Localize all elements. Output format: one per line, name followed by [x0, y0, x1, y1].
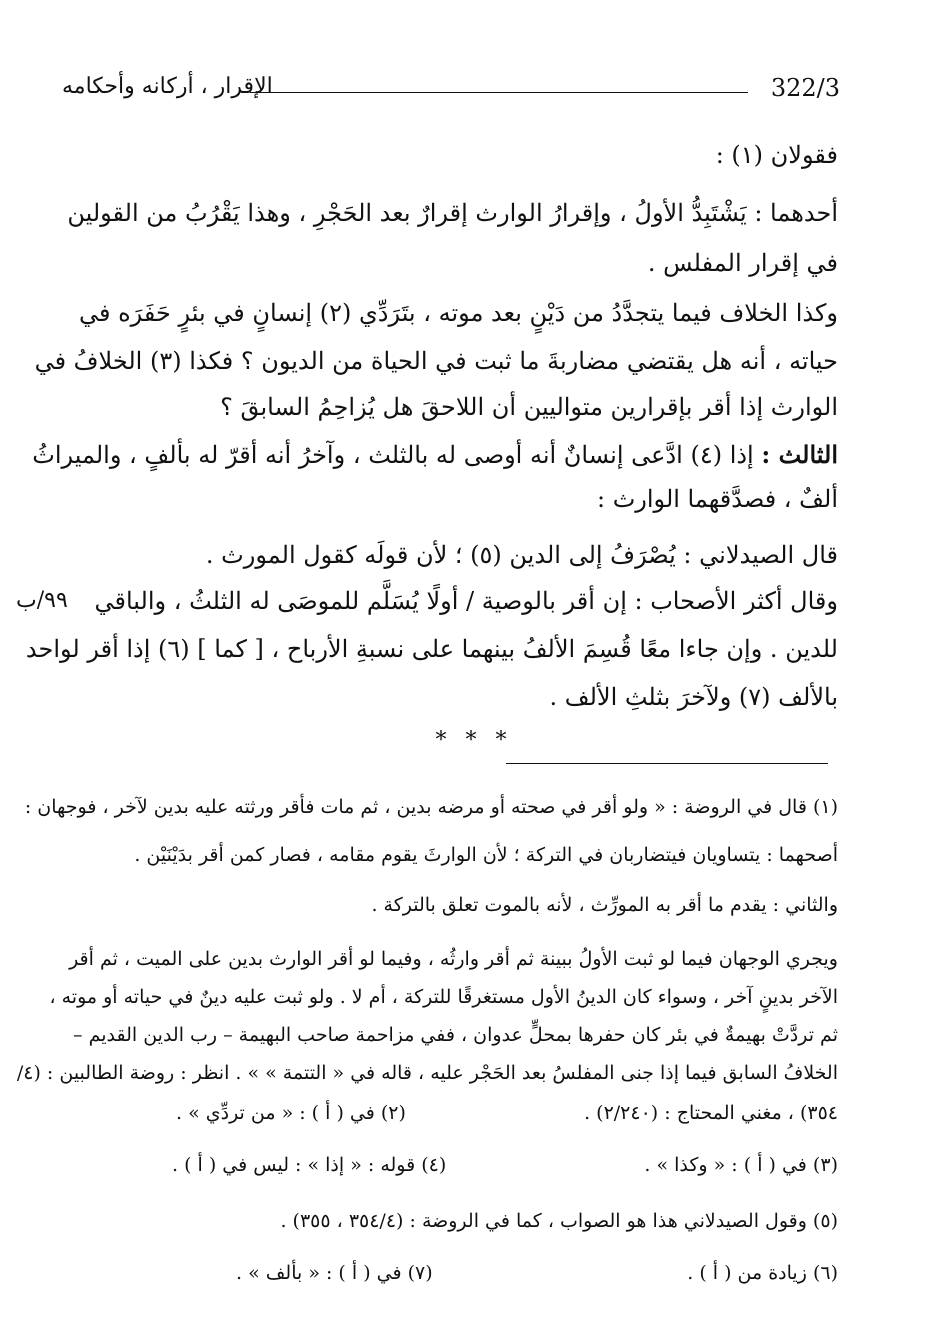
footnote-4: (٤) قوله : « إذا » : ليس في ( أ ) . — [172, 1154, 447, 1176]
text-line: بالألف (٧) ولآخرَ بثلثِ الألف . — [549, 683, 838, 711]
footnote-line: أصحهما : يتساويان فيتضاربان في التركة ؛ لأن الوارثَ يقوم مقامه ، فصار كمن أقر بدَيْنَيْن . — [134, 844, 838, 866]
text-line: للدين . وإن جاءا معًا قُسِمَ الألفُ بينهما على نسبةِ الأرباح ، [ كما ] (٦) إذا أقر لواحد — [25, 635, 838, 663]
section-separator: * * * — [435, 728, 513, 753]
footnote-row — [66, 1098, 838, 1128]
text-line: وقال أكثر الأصحاب : إن أقر بالوصية / أولًا يُسَلَّم للموصَى له الثلثُ ، والباقي — [94, 587, 838, 615]
text-line: وكذا الخلاف فيما يتجدَّدُ من دَيْنٍ بعد موته ، بتَرَدِّي (٢) إنسانٍ في بئرٍ حَفَرَه في — [78, 299, 838, 327]
text-line: قال الصيدلاني : يُصْرَفُ إلى الدين (٥) ؛ لأن قولَه كقول المورث . — [205, 541, 838, 569]
footnote-6: (٦) زيادة من ( أ ) . — [687, 1262, 838, 1284]
text-line: ألفٌ ، فصدَّقهما الوارث : — [596, 485, 838, 513]
text-line: الوارث إذا أقر بإقرارين متواليين أن اللاحقَ هل يُزاحِمُ السابقَ ؟ — [220, 393, 838, 421]
manuscript-folio-note: ٩٩/ب — [16, 588, 68, 613]
footnote-row — [66, 1258, 838, 1288]
text-line: أحدهما : يَشْتَبِدُّ الأولُ ، وإقرارُ الوارث إقرارٌ بعد الحَجْرِ ، وهذا يَقْرُبُ من القولين — [67, 199, 838, 227]
footnote-line: والثاني : يقدم ما أقر به المورِّث ، لأنه بالموت تعلق بالتركة . — [371, 894, 838, 916]
footnote-7: (٧) في ( أ ) : « بألف » . — [236, 1262, 433, 1284]
text-line: حياته ، أنه هل يقتضي مضاربةَ ما ثبت في الحياة من الديون ؟ فكذا (٣) الخلافُ في — [34, 347, 838, 375]
page-header — [62, 60, 840, 100]
footnote-2: (٢) في ( أ ) : « من تردِّي » . — [176, 1102, 406, 1124]
footnote-line: الآخر بدينٍ آخر ، وسواء كان الدينُ الأول مستغرقًا للتركة ، أم لا . ولو ثبت عليه دينٌ في حياته أو موته ، — [49, 986, 838, 1008]
header-rule — [250, 92, 748, 93]
section-label-third: الثالث : — [761, 440, 838, 469]
text-line: فقولان (١) : — [715, 141, 838, 169]
footnote-3: (٣) في ( أ ) : « وكذا » . — [644, 1154, 838, 1176]
footnote-line: الخلافُ السابق فيما إذا جنى المفلسُ بعد الحَجْر عليه ، قاله في « التتمة » » . انظر : روضة الطالبين : (٤/ — [16, 1062, 838, 1084]
footnote-row — [66, 1150, 838, 1180]
footnote-line: ثم تردَّتْ بهيمةٌ في بئر كان حفرها بمحلٍّ عدوان ، ففي مزاحمة صاحب البهيمة – رب الدين القديم – — [73, 1024, 838, 1046]
text-line: في إقرار المفلس . — [647, 249, 838, 277]
text-line — [32, 435, 838, 475]
footnote-5: (٥) وقول الصيدلاني هذا هو الصواب ، كما في الروضة : (٣٥٤/٤ ، ٣٥٥) . — [280, 1210, 838, 1232]
page-number: 322/3 — [770, 74, 840, 102]
footnote-rule — [506, 763, 828, 764]
footnote-line: (١) قال في الروضة : « ولو أقر في صحته أو مرضه بدين ، ثم مات فأقر ورثته عليه بدين لآخر ، فوجهان : — [24, 796, 838, 818]
footnote-line: ٣٥٤) ، مغني المحتاج : (٢/٢٤٠) . — [584, 1102, 838, 1124]
running-title: الإقرار ، أركانه وأحكامه — [62, 74, 273, 99]
footnote-line: ويجري الوجهان فيما لو ثبت الأولُ ببينة ثم أقر وارثُه ، وفيما لو أقر الوارث بدين على الميت ، ثم أقر — [69, 948, 838, 970]
text-span: إذا (٤) ادَّعى إنسانٌ أنه أوصى له بالثلث ، وآخرُ أنه أقرّ له بألفٍ ، والميراثُ — [32, 441, 754, 469]
